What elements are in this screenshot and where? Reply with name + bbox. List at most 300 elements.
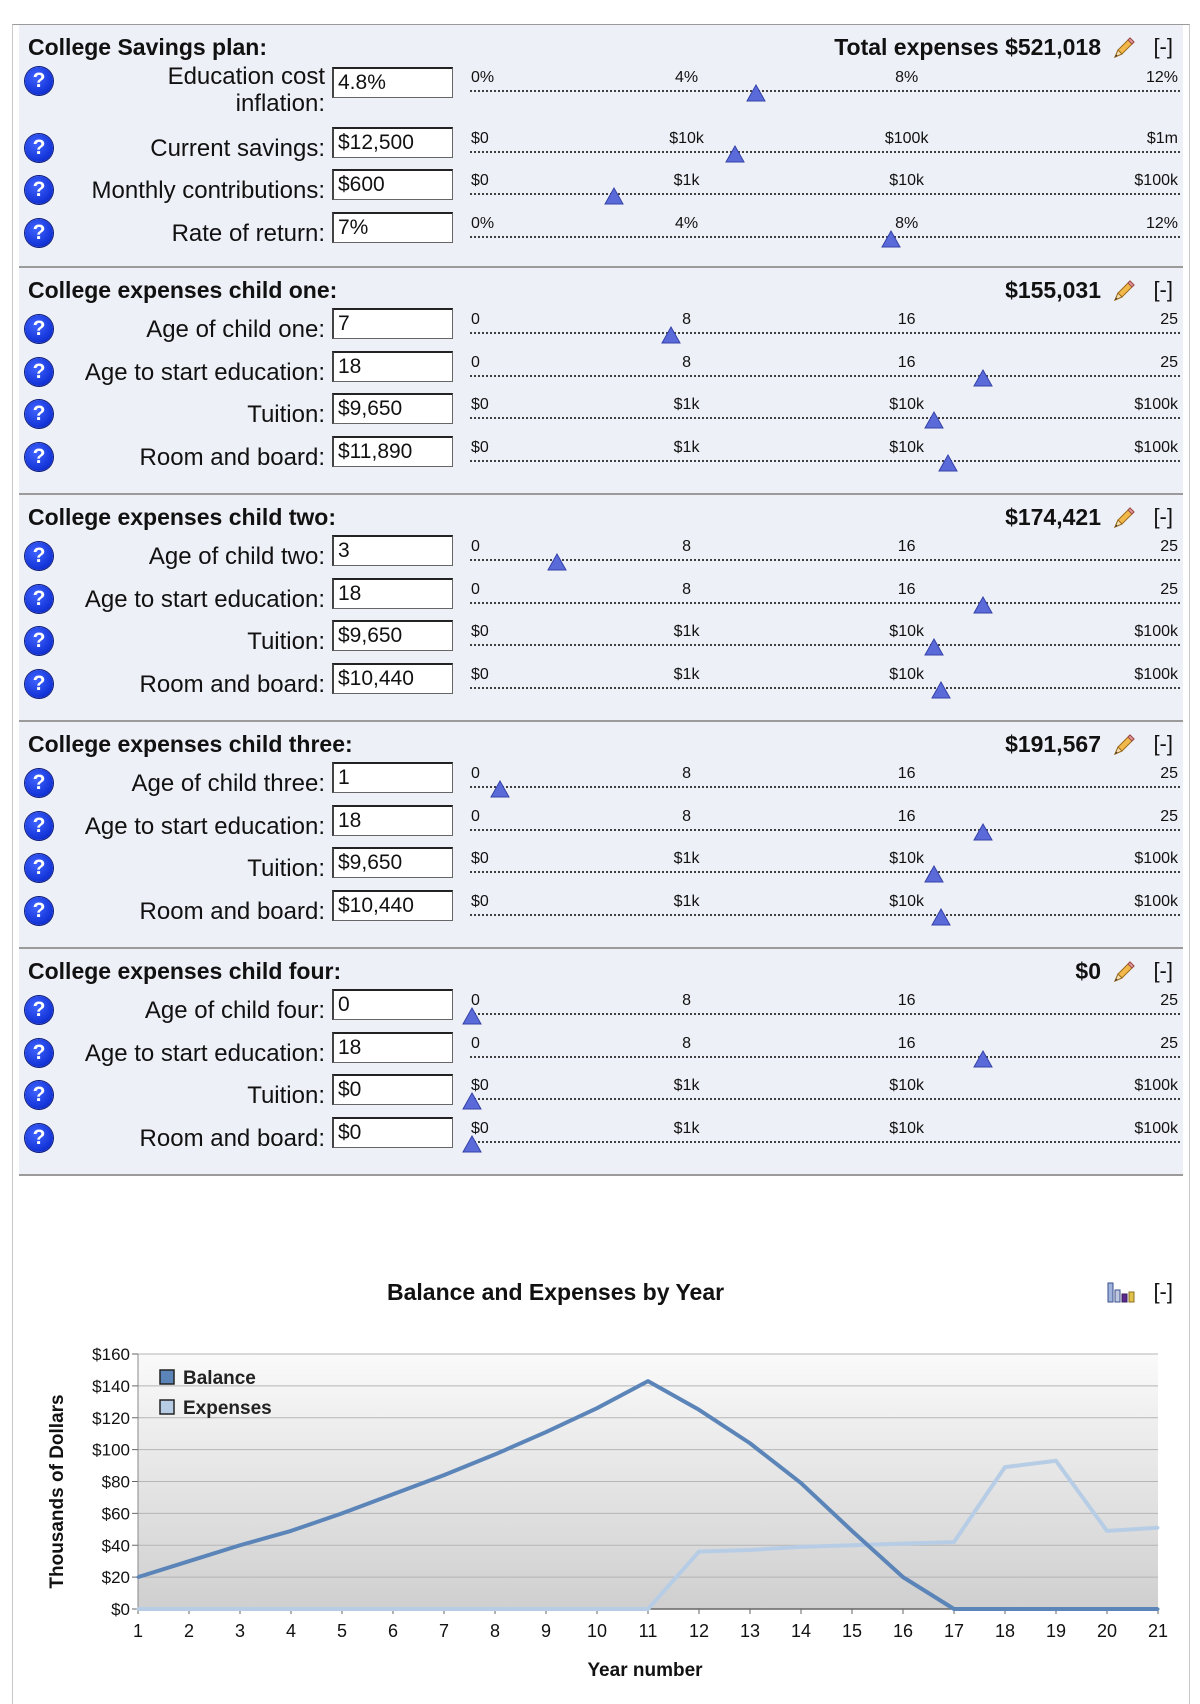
value-input[interactable]: $9,650 [332,847,453,878]
slider-tick-label: $0 [471,893,489,910]
slider-tick-label: $100k [1134,893,1178,910]
value-slider[interactable] [470,663,1180,703]
section-total [1005,731,1101,758]
data-point-balance [341,1512,344,1515]
value-slider[interactable] [470,535,1180,575]
value-slider[interactable] [470,890,1180,930]
data-point-expenses [1157,1526,1160,1529]
section-total [834,34,1101,61]
section-child-four [19,949,1183,1176]
data-point-expenses [647,1608,650,1611]
data-point-balance [392,1493,395,1496]
slider-tick-label: $1k [673,396,700,413]
field-label: Age to start education: [84,359,325,386]
slider-tick-label: 8 [682,581,691,598]
value-input[interactable]: 3 [332,535,453,566]
legend-label-balance: Balance [183,1368,256,1389]
y-tick-label: $0 [111,1600,130,1619]
slider-handle[interactable] [547,553,567,571]
question-circle-icon[interactable]: ? [25,897,53,925]
value-input[interactable]: 18 [332,351,453,382]
data-point-balance [851,1529,854,1532]
input-row [19,847,1183,887]
value-input[interactable]: $0 [332,1117,453,1148]
slider-tick-label: $100k [1134,850,1178,867]
slider-tick-label: 12% [1145,69,1178,86]
input-row [19,212,1183,252]
slider-tick-label: 0% [471,215,495,232]
data-point-balance [545,1431,548,1434]
input-row [19,127,1183,167]
section-total-prefix: Total expenses [834,34,999,60]
x-tick-label: 8 [489,1621,501,1641]
question-circle-icon[interactable]: ? [25,176,53,204]
slider-tick-label: 0 [471,808,480,825]
slider-tick-label: $100k [884,130,929,147]
value-slider[interactable] [470,393,1180,433]
data-point-balance [596,1407,599,1410]
input-row [19,308,1183,348]
balance-expenses-chart [13,1314,1189,1704]
field-label: Education cost inflation: [167,63,325,117]
data-point-expenses [137,1608,140,1611]
slider-tick-label: $10k [889,439,924,456]
section-child-one [19,268,1183,495]
value-input[interactable]: 7% [332,212,453,243]
slider-tick-label: $1k [673,172,700,189]
field-label: Age of child one: [146,316,325,343]
section-title: College expenses child two: [28,504,337,530]
slider-tick-label: 16 [897,1035,916,1052]
field-label: Monthly contributions: [91,177,325,204]
slider-tick-label: $1k [673,1120,700,1137]
slider-tick-label: $10k [669,130,704,147]
x-tick-label: 18 [994,1621,1016,1641]
question-circle-icon[interactable]: ? [25,670,53,698]
chart-panel [13,1276,1189,1704]
pencil-icon[interactable] [1111,278,1137,304]
slider-tick-label: 8% [895,215,919,232]
pencil-icon[interactable] [1111,35,1137,61]
value-slider[interactable] [470,989,1180,1029]
slider-tick-label: 0 [471,311,480,328]
value-slider[interactable] [470,1032,1180,1072]
value-slider[interactable] [470,436,1180,476]
section-plan [19,25,1183,268]
value-input[interactable]: $10,440 [332,890,453,921]
section-child-three [19,722,1183,949]
data-point-expenses [1055,1459,1058,1462]
slider-track [470,602,1180,604]
data-point-expenses [443,1608,446,1611]
bar-chart-icon[interactable] [1107,1281,1137,1303]
section-total-value: $155,031 [1005,277,1101,303]
legend-swatch-balance [160,1370,174,1384]
slider-tick-label: 4% [674,69,699,86]
value-slider[interactable] [470,1074,1180,1114]
slider-track [470,460,1180,462]
data-point-expenses [392,1608,395,1611]
value-input[interactable]: $9,650 [332,620,453,651]
slider-handle[interactable] [924,638,944,656]
data-point-expenses [239,1608,242,1611]
college-savings-calculator [12,24,1190,1704]
slider-tick-label: $0 [471,396,489,413]
input-row [19,63,1183,117]
slider-handle[interactable] [462,1135,482,1153]
slider-track [470,1056,1180,1058]
data-point-expenses [1106,1529,1109,1532]
value-slider[interactable] [470,620,1180,660]
slider-tick-label: $0 [471,439,489,456]
data-point-balance [188,1560,191,1563]
collapse-toggle[interactable]: [-] [1153,731,1173,756]
x-tick-label: 16 [892,1621,914,1641]
slider-handle[interactable] [746,84,766,102]
slider-tick-label: 25 [1160,808,1178,825]
value-input[interactable]: $10,440 [332,663,453,694]
value-slider[interactable] [470,169,1180,209]
data-point-balance [902,1576,905,1579]
value-input[interactable]: 18 [332,805,453,836]
question-circle-icon[interactable]: ? [25,400,53,428]
slider-tick-label: 25 [1160,538,1178,555]
value-slider[interactable] [470,762,1180,802]
section-title: College expenses child three: [28,731,353,757]
x-tick-label: 4 [285,1621,297,1641]
slider-tick-label: $0 [471,1077,489,1094]
slider-tick-label: 25 [1160,992,1178,1009]
slider-handle[interactable] [938,454,958,472]
slider-tick-label: $100k [1134,396,1178,413]
field-label: Age to start education: [84,813,325,840]
value-input[interactable]: $12,500 [332,127,453,158]
slider-track [470,1141,1180,1143]
value-input[interactable]: $9,650 [332,393,453,424]
value-input[interactable]: 4.8% [332,67,453,98]
field-label: Room and board: [139,1125,325,1152]
section-total-value: $174,421 [1005,504,1101,530]
input-row [19,169,1183,209]
data-point-balance [443,1474,446,1477]
value-slider[interactable] [470,127,1180,167]
slider-track [470,417,1180,419]
chart-title: Balance and Expenses by Year [387,1279,725,1305]
y-tick-label: $40 [101,1536,130,1556]
slider-track [470,236,1180,238]
slider-tick-label: $100k [1134,439,1178,456]
slider-track [470,1013,1180,1015]
value-input[interactable]: 7 [332,308,453,339]
slider-handle[interactable] [931,908,951,926]
input-row [19,1032,1183,1072]
data-point-expenses [800,1545,803,1548]
value-slider[interactable] [470,308,1180,348]
value-slider[interactable] [470,212,1180,252]
value-input[interactable]: $11,890 [332,436,453,467]
data-point-expenses [698,1550,701,1553]
slider-handle[interactable] [881,230,901,248]
slider-tick-label: 8 [682,538,691,555]
x-tick-label: 20 [1096,1621,1118,1641]
input-row [19,578,1183,618]
input-row [19,436,1183,476]
slider-tick-label: 0 [471,581,480,598]
slider-tick-label: $100k [1134,172,1178,189]
section-title: College expenses child four: [28,958,342,984]
value-slider[interactable] [470,1117,1180,1157]
slider-tick-label: $1k [673,666,700,683]
data-point-expenses [902,1542,905,1545]
slider-tick-label: 12% [1145,215,1178,232]
question-circle-icon[interactable]: ? [25,769,53,797]
pencil-icon[interactable] [1111,732,1137,758]
x-tick-label: 5 [336,1621,348,1641]
field-label: Age of child two: [148,543,325,570]
field-label: Current savings: [150,135,325,162]
slider-handle[interactable] [973,369,993,387]
x-tick-label: 1 [132,1621,144,1641]
data-point-expenses [290,1608,293,1611]
data-point-expenses [341,1608,344,1611]
y-tick-label: $120 [92,1408,130,1428]
slider-tick-label: $1k [673,623,700,640]
value-input[interactable]: 0 [332,989,453,1020]
slider-track [470,151,1180,153]
data-point-balance [800,1482,803,1485]
data-point-balance [1055,1608,1058,1611]
input-row [19,393,1183,433]
data-point-expenses [749,1549,752,1552]
slider-track [470,332,1180,334]
input-row [19,989,1183,1029]
x-tick-label: 11 [638,1621,658,1641]
x-tick-label: 15 [841,1621,863,1641]
slider-tick-label: 4% [674,215,699,232]
y-tick-label: $160 [92,1345,130,1364]
slider-tick-label: $10k [889,623,924,640]
slider-tick-label: $1k [673,1077,700,1094]
slider-tick-label: 16 [897,992,916,1009]
x-tick-label: 19 [1045,1621,1067,1641]
slider-tick-label: $1k [673,439,700,456]
slider-track [470,914,1180,916]
collapse-toggle[interactable]: [-] [1153,34,1173,59]
slider-handle[interactable] [604,187,624,205]
x-tick-label: 17 [943,1621,965,1641]
slider-tick-label: $0 [471,130,489,147]
x-tick-label: 14 [790,1621,812,1641]
slider-handle[interactable] [973,1050,993,1068]
slider-handle[interactable] [924,865,944,883]
slider-tick-label: $100k [1134,1077,1178,1094]
slider-handle[interactable] [462,1007,482,1025]
data-point-expenses [596,1608,599,1611]
field-label: Tuition: [247,628,325,655]
field-label: Room and board: [139,671,325,698]
x-tick-label: 10 [586,1621,608,1641]
slider-handle[interactable] [973,823,993,841]
value-slider[interactable] [470,351,1180,391]
question-circle-icon[interactable]: ? [25,134,53,162]
value-input[interactable]: $600 [332,169,453,200]
chart-collapse-toggle[interactable]: [-] [1153,1279,1173,1304]
slider-tick-label: 16 [897,581,916,598]
x-tick-label: 9 [540,1621,552,1641]
slider-tick-label: $100k [1134,1120,1178,1137]
data-point-balance [647,1380,650,1383]
value-input[interactable]: 1 [332,762,453,793]
x-tick-label: 6 [387,1621,399,1641]
field-label: Rate of return: [171,220,325,247]
slider-track [470,1098,1180,1100]
question-circle-icon[interactable]: ? [25,67,53,95]
y-tick-label: $60 [101,1504,130,1524]
slider-handle[interactable] [661,326,681,344]
question-circle-icon[interactable]: ? [25,443,53,471]
value-slider[interactable] [470,805,1180,845]
pencil-icon[interactable] [1111,959,1137,985]
field-label: Tuition: [247,1082,325,1109]
x-tick-label: 13 [739,1621,761,1641]
value-input[interactable]: 18 [332,578,453,609]
slider-track [470,193,1180,195]
data-point-expenses [953,1541,956,1544]
section-title: College expenses child one: [28,277,338,303]
slider-tick-label: 16 [897,808,916,825]
slider-tick-label: $10k [889,1120,924,1137]
slider-tick-label: $10k [889,396,924,413]
slider-tick-label: $0 [471,850,489,867]
question-circle-icon[interactable]: ? [25,996,53,1024]
data-point-balance [494,1453,497,1456]
data-point-balance [1106,1608,1109,1611]
section-total [1005,277,1101,304]
data-point-balance [698,1408,701,1411]
slider-tick-label: 0 [471,1035,480,1052]
pencil-icon[interactable] [1111,505,1137,531]
slider-tick-label: 16 [897,538,916,555]
input-row [19,663,1183,703]
slider-tick-label: $0 [471,623,489,640]
data-point-balance [239,1544,242,1547]
x-axis-title: Year number [587,1660,703,1681]
field-label: Room and board: [139,898,325,925]
slider-tick-label: $10k [889,1077,924,1094]
value-slider[interactable] [470,66,1180,106]
x-tick-label: 12 [688,1621,710,1641]
section-total [1005,504,1101,531]
input-row [19,1117,1183,1157]
input-row [19,620,1183,660]
slider-tick-label: $1k [673,850,700,867]
data-point-balance [953,1608,956,1611]
section-child-two [19,495,1183,722]
question-circle-icon[interactable]: ? [25,627,53,655]
question-circle-icon[interactable]: ? [25,812,53,840]
data-point-expenses [1004,1466,1007,1469]
value-input[interactable]: 18 [332,1032,453,1063]
question-circle-icon[interactable]: ? [25,315,53,343]
data-point-expenses [851,1544,854,1547]
field-label: Age of child four: [144,997,325,1024]
slider-tick-label: 8 [682,354,691,371]
slider-tick-label: $100k [1134,666,1178,683]
slider-track [470,90,1180,92]
slider-handle[interactable] [931,681,951,699]
slider-tick-label: 16 [897,765,916,782]
data-point-balance [137,1576,140,1579]
slider-tick-label: $0 [471,1120,489,1137]
slider-track [470,559,1180,561]
slider-tick-label: 0% [471,69,495,86]
slider-tick-label: 8 [682,765,691,782]
data-point-expenses [188,1608,191,1611]
value-input[interactable]: $0 [332,1074,453,1105]
data-point-expenses [545,1608,548,1611]
section-total-value: $191,567 [1005,731,1101,757]
slider-track [470,375,1180,377]
slider-tick-label: 16 [897,311,916,328]
collapse-toggle[interactable]: [-] [1153,277,1173,302]
data-point-balance [1157,1608,1160,1611]
slider-track [470,871,1180,873]
slider-track [470,687,1180,689]
input-row [19,805,1183,845]
data-point-balance [749,1442,752,1445]
slider-tick-label: $1m [1146,130,1178,147]
input-row [19,762,1183,802]
input-row [19,535,1183,575]
collapse-toggle[interactable]: [-] [1153,958,1173,983]
slider-handle[interactable] [725,145,745,163]
legend-label-expenses: Expenses [183,1398,272,1419]
slider-tick-label: $100k [1134,623,1178,640]
section-total-value: $0 [1075,958,1101,984]
y-tick-label: $100 [92,1440,130,1460]
slider-tick-label: 8 [682,1035,691,1052]
slider-handle[interactable] [973,596,993,614]
slider-handle[interactable] [490,780,510,798]
slider-tick-label: $0 [471,666,489,683]
slider-handle[interactable] [462,1092,482,1110]
question-circle-icon[interactable]: ? [25,1124,53,1152]
question-circle-icon[interactable]: ? [25,1081,53,1109]
value-slider[interactable] [470,578,1180,618]
question-circle-icon[interactable]: ? [25,219,53,247]
question-circle-icon[interactable]: ? [25,585,53,613]
slider-tick-label: 0 [471,354,480,371]
question-circle-icon[interactable]: ? [25,854,53,882]
question-circle-icon[interactable]: ? [25,358,53,386]
slider-tick-label: 25 [1160,581,1178,598]
slider-tick-label: 16 [897,354,916,371]
value-slider[interactable] [470,847,1180,887]
data-point-balance [290,1529,293,1532]
collapse-toggle[interactable]: [-] [1153,504,1173,529]
slider-handle[interactable] [924,411,944,429]
slider-track [470,829,1180,831]
field-label: Age to start education: [84,586,325,613]
input-row [19,1074,1183,1114]
slider-tick-label: 8 [682,808,691,825]
data-point-balance [1004,1608,1007,1611]
slider-tick-label: 8 [682,311,691,328]
field-label: Age to start education: [84,1040,325,1067]
question-circle-icon[interactable]: ? [25,542,53,570]
slider-tick-label: 25 [1160,354,1178,371]
question-circle-icon[interactable]: ? [25,1039,53,1067]
